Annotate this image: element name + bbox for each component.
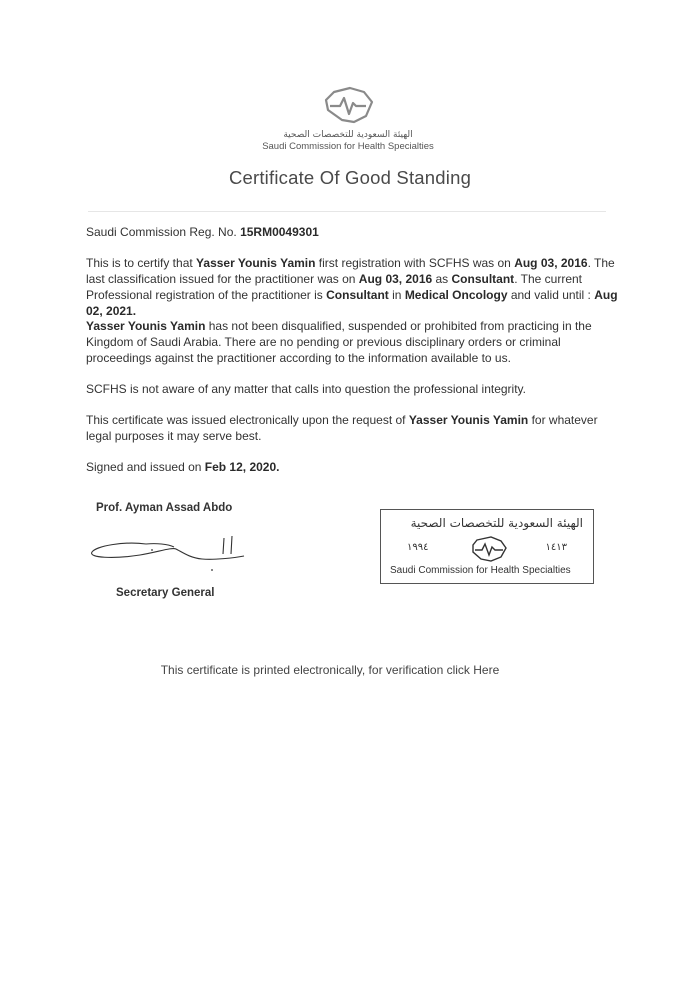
valid-until-date: Aug 02, 2021. (86, 288, 618, 318)
logo-english-text: Saudi Commission for Health Specialties (262, 141, 434, 152)
scfhs-logo (228, 86, 468, 152)
verification-footer (0, 663, 660, 677)
issued-label: Signed and issued on (86, 460, 205, 474)
classification: Consultant (451, 272, 515, 286)
practitioner-name: Yasser Younis Yamin (86, 319, 206, 333)
disqualification-paragraph (86, 318, 621, 366)
practitioner-name: Yasser Younis Yamin (196, 256, 316, 270)
logo-arabic-text: الهيئة السعودية للتخصصات الصحية (283, 130, 413, 140)
p2-text: has not been disqualified, suspended or prohibited from practicing in the Kingdom of Saudi Arabia. There are no pending or previous disciplinary orders or criminal proceedings against the practitioner according to the information available to us. (86, 319, 592, 365)
p1-text: in (388, 288, 405, 302)
title-divider (88, 211, 606, 212)
certification-paragraph (86, 255, 621, 319)
specialty: Medical Oncology (404, 288, 508, 302)
p1-text: . The current Professional registration of the practitioner is (86, 272, 582, 302)
p4-text: This certificate was issued electronically upon the request of (86, 413, 409, 427)
registration-number: 15RM0049301 (240, 225, 319, 239)
footer-text: This certificate is printed electronically, for verification click (160, 663, 474, 677)
page-title: Certificate Of Good Standing (228, 167, 472, 188)
p1-text: . The last classification issued for the practitioner was on (86, 256, 615, 286)
practitioner-name: Yasser Younis Yamin (408, 413, 529, 427)
p1-text: and valid until : (507, 288, 595, 302)
p1-text: as (432, 272, 452, 286)
stamp-year-left: ١٩٩٤ (407, 542, 429, 553)
issued-line (86, 459, 621, 475)
first-registration-date: Aug 03, 2016 (514, 256, 588, 270)
issuance-paragraph (86, 412, 621, 444)
handwritten-signature (84, 532, 254, 577)
current-registration: Consultant (326, 288, 389, 302)
scfhs-logo-icon (320, 86, 376, 124)
stamp-english-text: Saudi Commission for Health Specialties (390, 565, 571, 576)
signatory-name: Prof. Ayman Assad Abdo (96, 502, 233, 514)
stamp-logo-icon (469, 536, 509, 562)
registration-line (86, 224, 621, 240)
official-stamp (380, 509, 594, 584)
verification-link[interactable]: Here (473, 663, 500, 677)
p1-text: first registration with SCFHS was on (315, 256, 515, 270)
stamp-arabic-text: الهيئة السعودية للتخصصات الصحية (410, 516, 583, 530)
issued-date: Feb 12, 2020. (204, 460, 280, 474)
registration-label: Saudi Commission Reg. No. (86, 225, 237, 239)
p4-text: for whatever legal purposes it may serve best. (86, 413, 598, 443)
integrity-paragraph: SCFHS is not aware of any matter that calls into question the professional integrity. (86, 382, 526, 396)
p1-text: This is to certify that (86, 256, 197, 270)
classification-date: Aug 03, 2016 (358, 272, 433, 286)
stamp-year-right: ١٤١٣ (545, 542, 567, 553)
signatory-title: Secretary General (116, 587, 215, 599)
